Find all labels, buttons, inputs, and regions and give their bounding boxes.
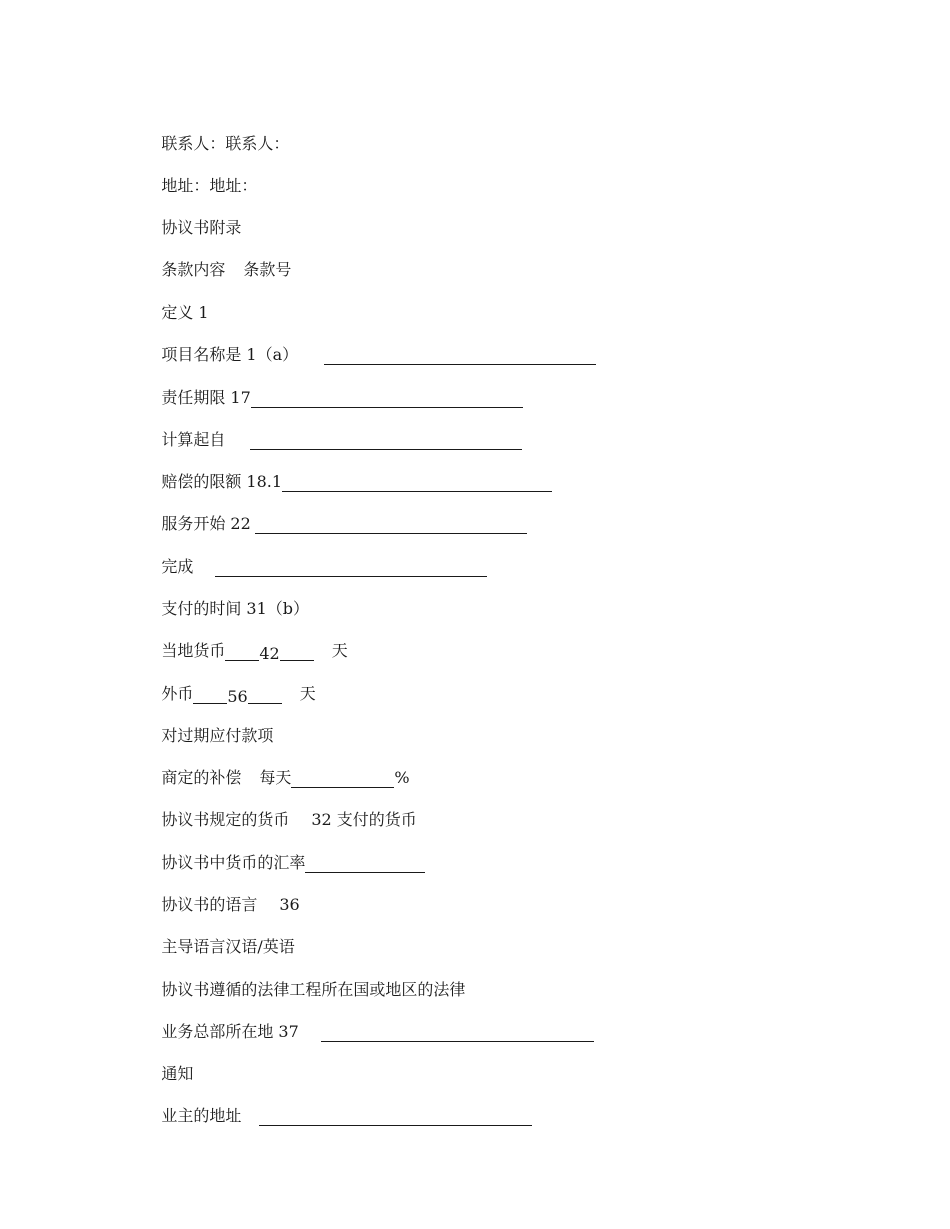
project-name-line [141,325,596,364]
header-content: 条款内容 [161,260,226,279]
main-language-text: 主导语言汉语/英语 [161,937,295,956]
contact-line [141,114,290,153]
local-currency-post-blank [280,644,314,661]
table-header-line [141,240,292,279]
hq-location-line [141,1002,594,1041]
percent-sign: % [394,768,410,787]
completion-blank[interactable] [215,560,487,577]
service-start-blank[interactable] [255,517,527,534]
notice-text: 通知 [161,1064,194,1083]
header-clause-no: 条款号 [243,260,292,279]
compensation-limit-label: 赔偿的限额 18.1 [161,472,283,491]
calc-from-blank[interactable] [250,433,522,450]
agreed-compensation-line [141,748,410,787]
liability-period-blank[interactable] [251,391,523,408]
calc-from-line [141,410,522,449]
agreement-currency-label: 协议书规定的货币 [161,810,290,829]
service-start-line [141,494,527,533]
liability-period-line [141,368,523,407]
completion-line [141,537,487,576]
agreement-language-line [141,875,300,914]
owner-address-label: 业主的地址 [161,1106,242,1125]
local-currency-line [141,621,348,663]
address-text: 地址：地址： [161,176,258,195]
definition-text: 定义 1 [161,303,209,322]
payment-currency-label: 32 支付的货币 [311,810,417,829]
overdue-text: 对过期应付款项 [161,726,274,745]
language-clause-no: 36 [279,895,300,914]
calc-from-label: 计算起自 [161,430,226,449]
hq-location-blank[interactable] [321,1025,594,1042]
main-language-line [141,917,295,956]
foreign-currency-label: 外币 [161,684,194,703]
completion-label: 完成 [161,557,194,576]
project-name-blank[interactable] [324,348,596,365]
definition-line [141,283,209,322]
owner-address-blank[interactable] [259,1109,532,1126]
local-currency-days: 42 [259,644,280,663]
hq-location-label: 业务总部所在地 37 [161,1022,299,1041]
governing-law-text: 协议书遵循的法律工程所在国或地区的法律 [161,980,466,999]
local-currency-pre-blank [225,644,259,661]
contact-text: 联系人：联系人： [161,134,290,153]
foreign-currency-line [141,664,316,706]
agreement-language-label: 协议书的语言 [161,895,258,914]
foreign-currency-post-blank [248,687,282,704]
service-start-label: 服务开始 22 [161,514,251,533]
overdue-line [141,706,274,745]
payment-time-text: 支付的时间 31（b） [161,599,310,618]
compensation-limit-blank[interactable] [282,475,552,492]
local-currency-unit: 天 [331,641,348,660]
exchange-rate-line [141,833,425,872]
appendix-title-text: 协议书附录 [161,218,242,237]
liability-period-label: 责任期限 17 [161,388,251,407]
address-line [141,156,258,195]
agreement-currency-line [141,790,417,829]
payment-time-line [141,579,310,618]
compensation-limit-line [141,452,552,491]
local-currency-label: 当地货币 [161,641,226,660]
foreign-currency-days: 56 [227,687,248,706]
governing-law-line [141,960,466,999]
agreed-comp-label: 商定的补偿 [161,768,242,787]
owner-address-line [141,1086,532,1125]
appendix-title [141,198,242,237]
notice-line [141,1044,194,1083]
foreign-currency-pre-blank [193,687,227,704]
exchange-rate-label: 协议书中货币的汇率 [161,853,306,872]
exchange-rate-blank[interactable] [305,856,425,873]
foreign-currency-unit: 天 [299,684,316,703]
per-day-label: 每天 [259,768,292,787]
project-name-label: 项目名称是 1（a） [161,345,299,364]
per-day-blank[interactable] [291,771,394,788]
